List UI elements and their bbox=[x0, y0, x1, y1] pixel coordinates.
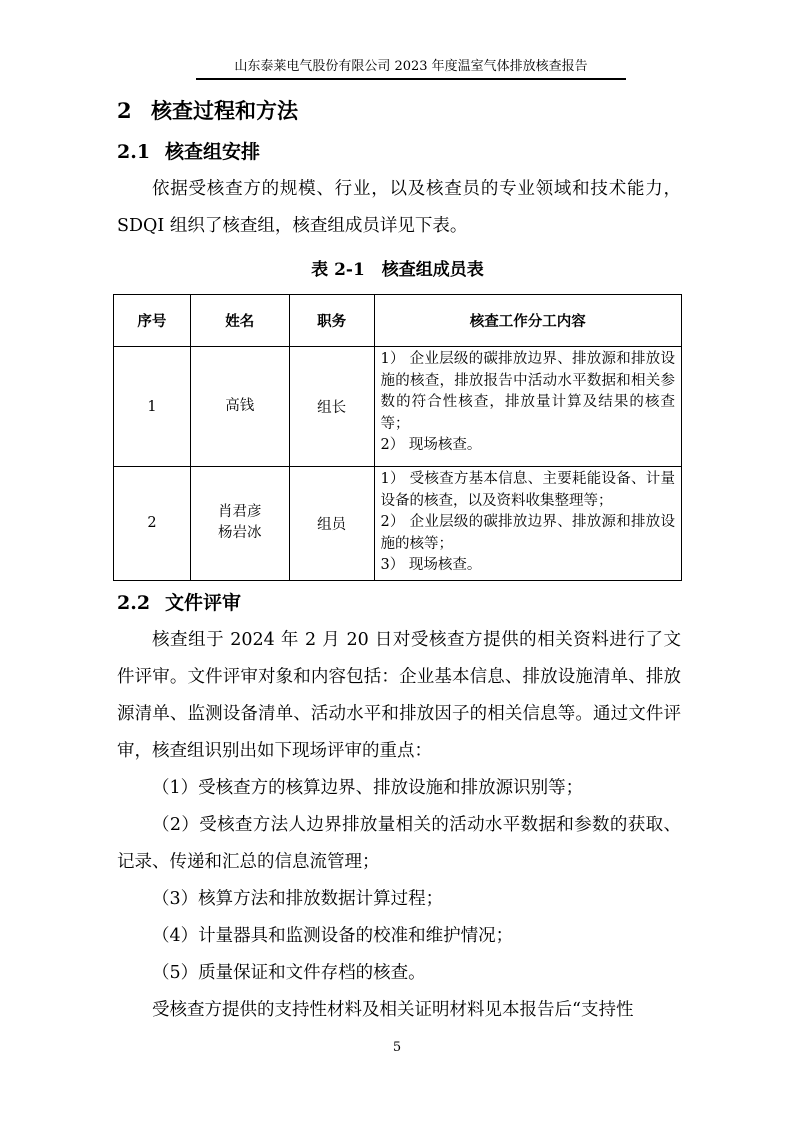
section-2-title: 核查过程和方法 bbox=[151, 98, 298, 123]
section-2-number: 2 bbox=[117, 98, 132, 123]
cell-no: 1 bbox=[114, 347, 191, 467]
duty-item: 1） 企业层级的碳排放边界、排放源和排放设施的核查，排放报告中活动水平数据和相关参数的符合性核查，排放量计算及结果的核查等； bbox=[380, 351, 675, 432]
cell-role: 组员 bbox=[289, 467, 374, 581]
duty-item: 3） 现场核查。 bbox=[380, 557, 482, 573]
member-name: 肖君彦 bbox=[218, 504, 262, 521]
section-2-2-paragraph: 核查组于 2024 年 2 月 20 日对受核查方提供的相关资料进行了文件评审。文件评审对象和内容包括：企业基本信息、排放设施清单、排放源清单、监测设备清单、活动水平和排放因子的相关信息等。通过文件评审，核查组识别出如下现场评审的重点： bbox=[117, 630, 681, 761]
table-row bbox=[114, 467, 682, 581]
member-name: 杨岩冰 bbox=[218, 525, 262, 542]
duty-item: 2） 企业层级的碳排放边界、排放源和排放设施的核等； bbox=[380, 514, 675, 552]
duty-item: 1） 受核查方基本信息、主要耗能设备、计量设备的核查，以及资料收集整理等； bbox=[380, 471, 675, 509]
review-item-5: （5）质量保证和文件存档的核查。 bbox=[152, 963, 426, 983]
table-row bbox=[114, 347, 682, 467]
cell-role: 组长 bbox=[289, 347, 374, 467]
section-2-1-heading bbox=[117, 138, 260, 166]
column-header-name: 姓名 bbox=[190, 295, 289, 347]
section-2-1-paragraph: 依据受核查方的规模、行业，以及核查员的专业领域和技术能力，SDQI 组织了核查组，核查组成员详见下表。 bbox=[117, 179, 681, 236]
cell-no: 2 bbox=[114, 467, 191, 581]
section-2-2-title: 文件评审 bbox=[165, 592, 242, 614]
column-header-role: 职务 bbox=[289, 295, 374, 347]
team-table bbox=[113, 294, 682, 581]
cell-name bbox=[190, 347, 289, 467]
section-2-2-number: 2.2 bbox=[117, 592, 151, 614]
table-caption: 表 2-1 核查组成员表 bbox=[311, 260, 484, 280]
running-header: 山东泰莱电气股份有限公司 2023 年度温室气体排放核查报告 bbox=[234, 59, 588, 74]
duty-item: 2） 现场核查。 bbox=[380, 437, 482, 453]
review-item-2: （2）受核查方法人边界排放量相关的活动水平数据和参数的获取、记录、传递和汇总的信息流管理； bbox=[117, 815, 681, 872]
column-header-no: 序号 bbox=[114, 295, 191, 347]
review-item-4: （4）计量器具和监测设备的校准和维护情况； bbox=[152, 926, 514, 946]
page-number: 5 bbox=[392, 1040, 402, 1055]
header-rule bbox=[196, 78, 626, 80]
section-2-1-number: 2.1 bbox=[117, 141, 151, 163]
closing-paragraph: 受核查方提供的支持性材料及相关证明材料见本报告后“支持性 bbox=[152, 1000, 634, 1020]
cell-duties bbox=[374, 347, 681, 467]
section-2-2-heading bbox=[117, 589, 241, 617]
review-item-1: （1）受核查方的核算边界、排放设施和排放源识别等； bbox=[152, 778, 584, 798]
section-2-1-title: 核查组安排 bbox=[165, 141, 261, 163]
member-name: 高钱 bbox=[225, 398, 255, 414]
section-2-heading bbox=[117, 96, 298, 126]
cell-name bbox=[190, 467, 289, 581]
table-header-row bbox=[114, 295, 682, 347]
cell-duties bbox=[374, 467, 681, 581]
review-item-3: （3）核算方法和排放数据计算过程； bbox=[152, 889, 444, 909]
column-header-duties: 核查工作分工内容 bbox=[374, 295, 681, 347]
